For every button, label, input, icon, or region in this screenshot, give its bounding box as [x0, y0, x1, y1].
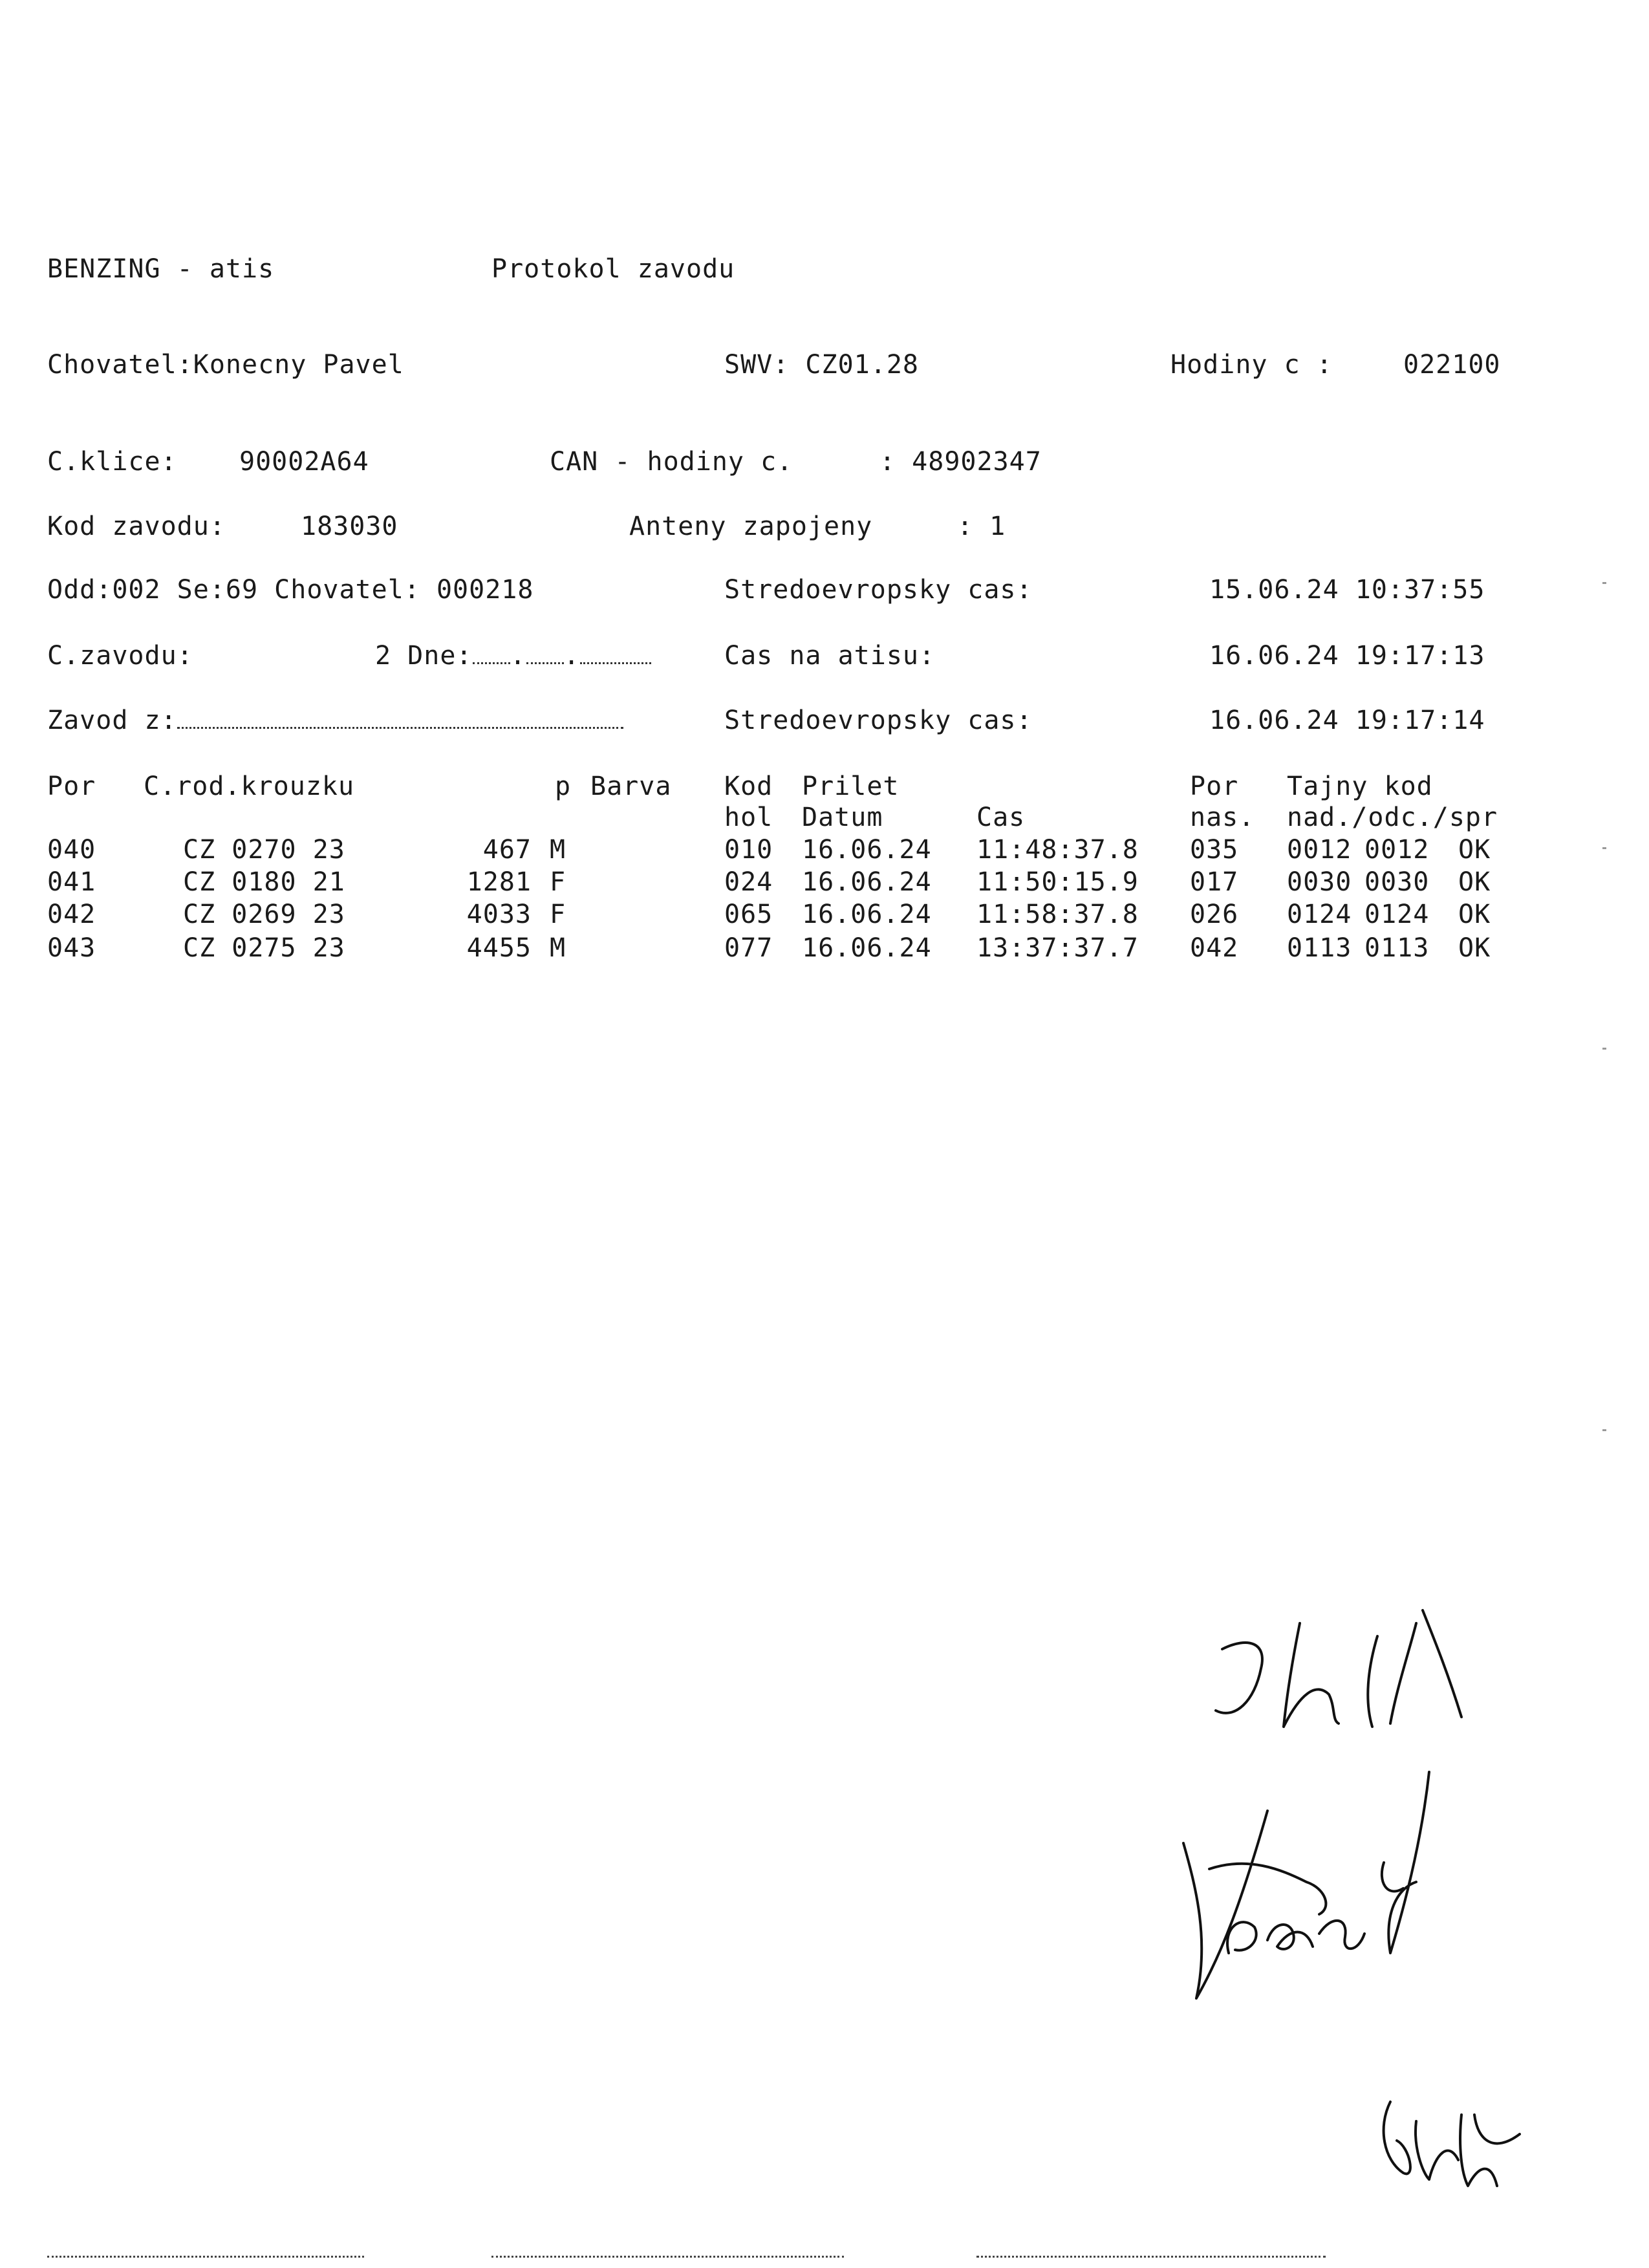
col-header-por: Por — [47, 772, 96, 801]
row-ring: CZ 0275 23 — [183, 933, 345, 963]
anteny-label: Anteny zapojeny — [629, 512, 873, 541]
chovatel: Chovatel:Konecny Pavel — [47, 350, 404, 380]
anteny-value: : 1 — [957, 512, 1006, 541]
row-por2: 035 — [1190, 835, 1239, 865]
row-time: 11:50:15.9 — [976, 867, 1139, 897]
row-kod: 024 — [724, 867, 773, 897]
zavod-z-label: Zavod z: — [47, 706, 177, 735]
row-code2: 0113 — [1364, 933, 1430, 963]
row-por: 043 — [47, 933, 96, 963]
row-kod: 065 — [724, 900, 773, 929]
col-header-nas: nas. — [1190, 803, 1255, 832]
row-code1: 0030 — [1287, 867, 1352, 897]
page-title: Protokol zavodu — [491, 254, 735, 284]
klice-label: C.klice: — [47, 447, 177, 477]
date-dot: . — [563, 641, 580, 671]
scan-dot — [1602, 582, 1606, 584]
col-header-por2: Por — [1190, 772, 1239, 801]
col-header-hol: hol — [724, 803, 773, 832]
row-code1: 0012 — [1287, 835, 1352, 865]
stredo1-value: 15.06.24 10:37:55 — [1209, 575, 1485, 605]
row-code1: 0113 — [1287, 933, 1352, 963]
row-por: 040 — [47, 835, 96, 865]
row-status: OK — [1458, 933, 1491, 963]
row-time: 13:37:37.7 — [976, 933, 1139, 963]
signature-line-3 — [976, 2256, 1326, 2258]
zavod-z — [47, 705, 623, 736]
scan-dot — [1602, 1048, 1606, 1050]
row-ring: CZ 0269 23 — [183, 900, 345, 929]
row-kod: 010 — [724, 835, 773, 865]
row-ring-number: 4033 — [466, 900, 532, 929]
row-por2: 017 — [1190, 867, 1239, 897]
signature-3 — [1364, 2076, 1533, 2205]
hodiny-value: 022100 — [1403, 350, 1501, 380]
row-sex: F — [550, 900, 566, 929]
row-code1: 0124 — [1287, 900, 1352, 929]
row-date: 16.06.24 — [802, 933, 932, 963]
cas-atis-label: Cas na atisu: — [724, 641, 936, 671]
dne-month-blank — [526, 642, 564, 664]
row-ring-number: 4455 — [466, 933, 532, 963]
row-ring: CZ 0270 23 — [183, 835, 345, 865]
row-por: 041 — [47, 867, 96, 897]
row-sex: M — [550, 933, 566, 963]
row-code2: 0124 — [1364, 900, 1430, 929]
row-code2: 0030 — [1364, 867, 1430, 897]
col-header-cas: Cas — [976, 803, 1026, 832]
row-kod: 077 — [724, 933, 773, 963]
zavod-z-blank — [177, 706, 623, 729]
row-time: 11:48:37.8 — [976, 835, 1139, 865]
scan-dot — [1602, 847, 1606, 849]
col-header-sex: p — [555, 772, 572, 801]
col-header-datum: Datum — [802, 803, 883, 832]
date-dot: . — [510, 641, 526, 671]
row-por: 042 — [47, 900, 96, 929]
col-header-barva: Barva — [590, 772, 672, 801]
row-date: 16.06.24 — [802, 835, 932, 865]
signature-line-1 — [47, 2256, 364, 2258]
can-label: CAN - hodiny c. — [550, 447, 793, 477]
row-sex: F — [550, 867, 566, 897]
kod-label: Kod zavodu: — [47, 512, 226, 541]
signature-1 — [1203, 1597, 1500, 1759]
signature-2 — [1170, 1759, 1468, 2005]
row-ring-number: 1281 — [466, 867, 532, 897]
stredo2-value: 16.06.24 19:17:14 — [1209, 706, 1485, 735]
czavodu-dne — [375, 640, 651, 671]
col-header-kod: Kod — [724, 772, 773, 801]
dne-day-blank — [473, 642, 510, 664]
odd-line: Odd:002 Se:69 Chovatel: 000218 — [47, 575, 534, 605]
row-por2: 026 — [1190, 900, 1239, 929]
row-sex: M — [550, 835, 566, 865]
can-value: : 48902347 — [879, 447, 1042, 477]
row-ring: CZ 0180 21 — [183, 867, 345, 897]
scan-dot — [1602, 1429, 1606, 1431]
row-por2: 042 — [1190, 933, 1239, 963]
row-date: 16.06.24 — [802, 867, 932, 897]
col-header-prilet: Prilet — [802, 772, 900, 801]
brand: BENZING - atis — [47, 254, 275, 284]
signature-line-2 — [491, 2256, 844, 2258]
row-time: 11:58:37.8 — [976, 900, 1139, 929]
row-ring-number: 467 — [482, 835, 532, 865]
czavodu-value: 2 Dne: — [375, 641, 473, 671]
stredo2-label: Stredoevropsky cas: — [724, 706, 1033, 735]
row-code2: 0012 — [1364, 835, 1430, 865]
row-status: OK — [1458, 867, 1491, 897]
cas-atis-value: 16.06.24 19:17:13 — [1209, 641, 1485, 671]
dne-year-blank — [580, 642, 651, 664]
row-status: OK — [1458, 900, 1491, 929]
hodiny-label: Hodiny c : — [1170, 350, 1333, 380]
kod-value: 183030 — [301, 512, 398, 541]
col-header-ring: C.rod.krouzku — [144, 772, 355, 801]
stredo1-label: Stredoevropsky cas: — [724, 575, 1033, 605]
swv: SWV: CZ01.28 — [724, 350, 919, 380]
row-status: OK — [1458, 835, 1491, 865]
col-header-nad: nad./odc./spr — [1287, 803, 1498, 832]
czavodu-label: C.zavodu: — [47, 641, 193, 671]
col-header-tajny: Tajny kod — [1287, 772, 1433, 801]
row-date: 16.06.24 — [802, 900, 932, 929]
klice-value: 90002A64 — [239, 447, 369, 477]
